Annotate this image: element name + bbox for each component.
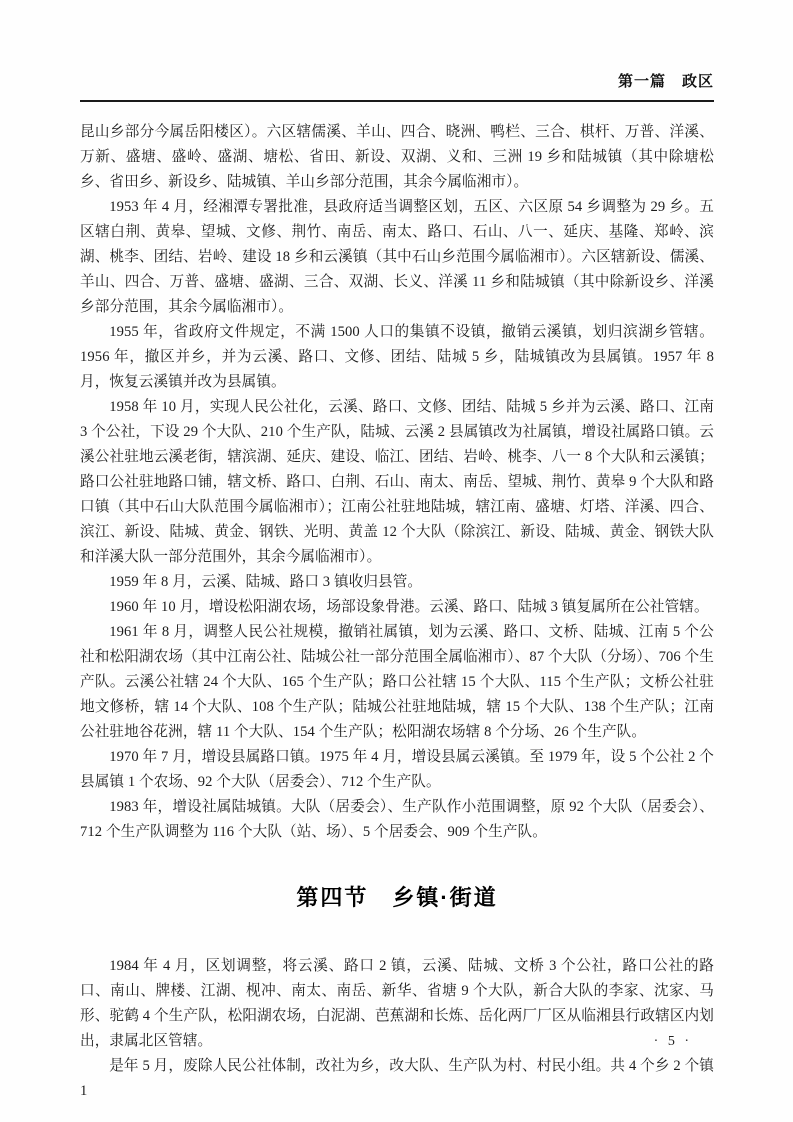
page-content: [80, 70, 714, 1104]
running-head: 第一篇 政区: [80, 70, 714, 102]
page-number: · 5 ·: [653, 1034, 692, 1049]
paragraph: 1953 年 4 月，经湘潭专署批准，县政府适当调整区划，五区、六区原 54 乡调整为 29 乡。五区辖白荆、黄皋、望城、文修、荆竹、南岳、南太、路口、石山、八一、延庆、基隆、郑岭、滨湖、桃李、团结、岩岭、建设 18 乡和云溪镇（其中石山乡范围今属临湘市）。六区辖新设、儒溪、羊山、四合、万普、盛塘、盛湖、三合、双湖、长义、洋溪 11 乡和陆城镇（其中除新设乡、洋溪乡部分范围，其余今属临湘市）。: [80, 199, 714, 315]
paragraph: 1983 年，增设社属陆城镇。大队（居委会）、生产队作小范围调整，原 92 个大队（居委会）、712 个生产队调整为 116 个大队（站、场）、5 个居委会、909 个生产队。: [80, 799, 714, 840]
paragraph: 1955 年，省政府文件规定，不满 1500 人口的集镇不设镇，撤销云溪镇，划归滨湖乡管辖。1956 年，撤区并乡，并为云溪、路口、文修、团结、陆城 5 乡，陆城镇改为县属镇。1957 年 8 月，恢复云溪镇并改为县属镇。: [80, 324, 714, 390]
paragraph: 昆山乡部分今属岳阳楼区）。六区辖儒溪、羊山、四合、晓洲、鸭栏、三合、棋杆、万普、洋溪、万新、盛塘、盛岭、盛湖、塘松、省田、新设、双湖、义和、三洲 19 乡和陆城镇（其中除塘松乡、省田乡、新设乡、陆城镇、羊山乡部分范围，其余今属临湘市）。: [80, 124, 714, 190]
paragraph: 1961 年 8 月，调整人民公社规模，撤销社属镇，划为云溪、路口、文桥、陆城、江南 5 个公社和松阳湖农场（其中江南公社、陆城公社一部分范围全属临湘市）、87 个大队（分场）、706 个生产队。云溪公社辖 24 个大队、165 个生产队；路口公社辖 15 个大队、115 个生产队；文桥公社驻地文修桥，辖 14 个大队、108 个生产队；陆城公社驻地陆城，辖 15 个大队、138 个生产队；江南公社驻地谷花洲，辖 11 个大队、154 个生产队；松阳湖农场辖 8 个分场、26 个生产队。: [80, 624, 714, 740]
paragraph: 1984 年 4 月，区划调整，将云溪、路口 2 镇，云溪、陆城、文桥 3 个公社，路口公社的路口、南山、牌楼、江湖、枧冲、南太、南岳、新华、省塘 9 个大队，新合大队的李家、沈家、马形、驼鹤 4 个生产队，松阳湖农场，白泥湖、芭蕉湖和长炼、岳化两厂厂区从临湘县行政辖区内划出，隶属北区管辖。: [80, 958, 714, 1049]
body-text: [80, 120, 714, 1104]
section-heading: 第四节 乡镇·街道: [296, 885, 498, 910]
paragraph: 1959 年 8 月，云溪、陆城、路口 3 镇收归县管。: [109, 574, 423, 590]
paragraph: 1958 年 10 月，实现人民公社化，云溪、路口、文修、团结、陆城 5 乡并为云溪、路口、江南 3 个公社，下设 29 个大队、210 个生产队，陆城、云溪 2 县属镇改为社属镇，增设社属路口镇。云溪公社驻地云溪老街，辖滨湖、延庆、建设、临江、团结、岩岭、桃李、八一 8 个大队和云溪镇；路口公社驻地路口铺，辖文桥、路口、白荆、石山、南太、南岳、望城、荆竹、黄皋 9 个大队和路口镇（其中石山大队范围今属临湘市）；江南公社驻地陆城，辖江南、盛塘、灯塔、洋溪、四合、滨江、新设、陆城、黄金、钢铁、光明、黄盖 12 个大队（除滨江、新设、陆城、黄金、钢铁大队和洋溪大队一部分范围外，其余今属临湘市）。: [80, 399, 714, 565]
paragraph: 1960 年 10 月，增设松阳湖农场，场部设象骨港。云溪、路口、陆城 3 镇复属所在公社管辖。: [109, 599, 709, 615]
paragraph: 1970 年 7 月，增设县属路口镇。1975 年 4 月，增设县属云溪镇。至 1979 年，设 5 个公社 2 个县属镇 1 个农场、92 个大队（居委会）、712 个生产队。: [80, 749, 714, 790]
paragraph: 是年 5 月，废除人民公社体制，改社为乡，改大队、生产队为村、村民小组。共 4 个乡 2 个镇 1: [80, 1058, 714, 1099]
